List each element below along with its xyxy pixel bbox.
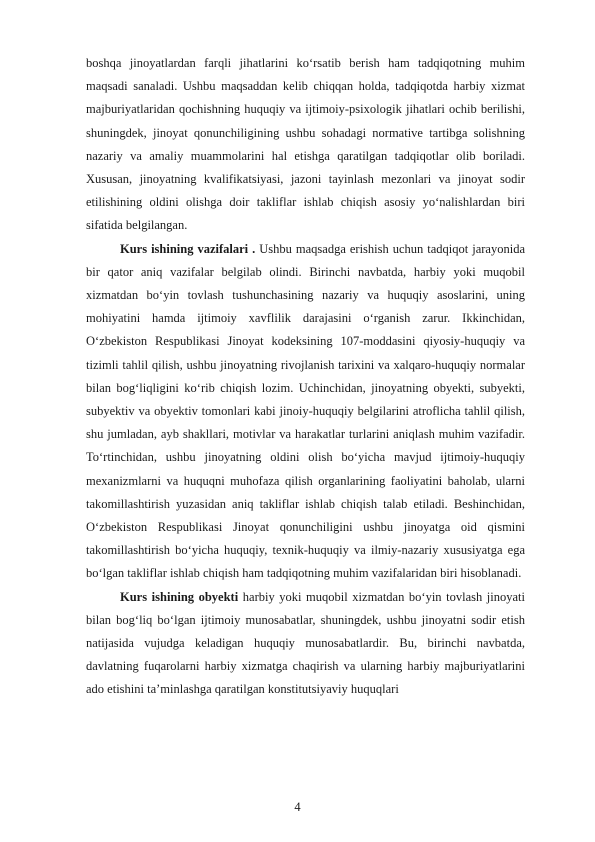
tasks-text: Ushbu maqsadga erishish uchun tadqiqot jarayonida bir qator aniq vazifalar belgilab olindi. Birinchi navbatda, harbiy yoki muqobil xizmatdan bo‘yin tovlash tushunchasining nazariy va huquqiy asoslarini, uning mohiyatini hamda ijtimoiy xavflilik darajasini o‘rganish zarur. Ikkinchidan, O‘zbekiston Respublikasi Jinoyat kodeksining 107-moddasini qiyosiy-huquqiy va tizimli tahlil qilish, ushbu jinoyatning rivojlanish tarixini va xalqaro-huquqiy normalar bilan bog‘liqligini ko‘rib chiqish lozim. Uchinchidan, jinoyatning obyekti, subyekti, subyektiv va obyektiv tomonlari kabi jinoiy-huquqiy belgilarini atroflicha tahlil qilish, shu jumladan, ayb shakllari, motivlar va harakatlar turlarini aniqlash muhim vazifadir. To‘rtinchidan, ushbu jinoyatning oldini olish bo‘yicha mavjud ijtimoiy-huquqiy mexanizmlarni va huquqni muhofaza qilish organlarining faoliyatini baholab, ularni takomillashtirish yuzasidan aniq takliflar ishlab chiqish talab etiladi. Beshinchidan, O‘zbekiston Respublikasi Jinoyat qonunchiligini ushbu jinoyatga oid qismini takomillashtirish bo‘yicha huquqiy, texnik-huquqiy va ilmiy-nazariy xususiyatga ega bo‘lgan takliflar ishlab chiqish ham tadqiqotning muhim vazifalaridan biri hisoblanadi.	[86, 241, 526, 581]
tasks-heading: Kurs ishining vazifalari .	[120, 241, 256, 256]
paragraph-tasks	[86, 238, 525, 586]
page-number: 4	[294, 800, 301, 814]
paragraph-object	[86, 586, 525, 702]
document-body	[86, 52, 525, 702]
paragraph-1: boshqa jinoyatlardan farqli jihatlarini ko‘rsatib berish ham tadqiqotning muhim maqsadi sanaladi. Ushbu maqsaddan kelib chiqqan holda, tadqiqotda harbiy xizmat majburiyatlaridan qochishning huquqiy va ijtimoiy-psixologik jihatlari ochib berilishi, shuningdek, jinoyat qonunchiligining ushbu sohadagi normative tartibga solishning nazariy va amaliy muammolarini hal etishga qaratilgan tadqiqotlar olib boriladi. Xususan, jinoyatning kvalifikatsiyasi, jazoni tayinlash mezonlari va jinoyat sodir etilishining oldini olishga doir takliflar ishlab chiqish asosiy yo‘nalishlardan biri sifatida belgilangan.	[86, 56, 525, 233]
object-heading: Kurs ishining obyekti	[120, 589, 239, 604]
object-text: harbiy yoki muqobil xizmatdan bo‘yin tovlash jinoyati bilan bog‘liq bo‘lgan ijtimoiy munosabatlar, shuningdek, ushbu jinoyatni sodir etish natijasida vujudga keladigan huquqiy munosabatlardir. Bu, birinchi navbatda, davlatning fuqarolarni harbiy xizmatga chaqirish va ularning harbiy majburiyatlarini ado etishini ta’minlashga qaratilgan konstitutsiyaviy huquqlari	[86, 589, 525, 697]
